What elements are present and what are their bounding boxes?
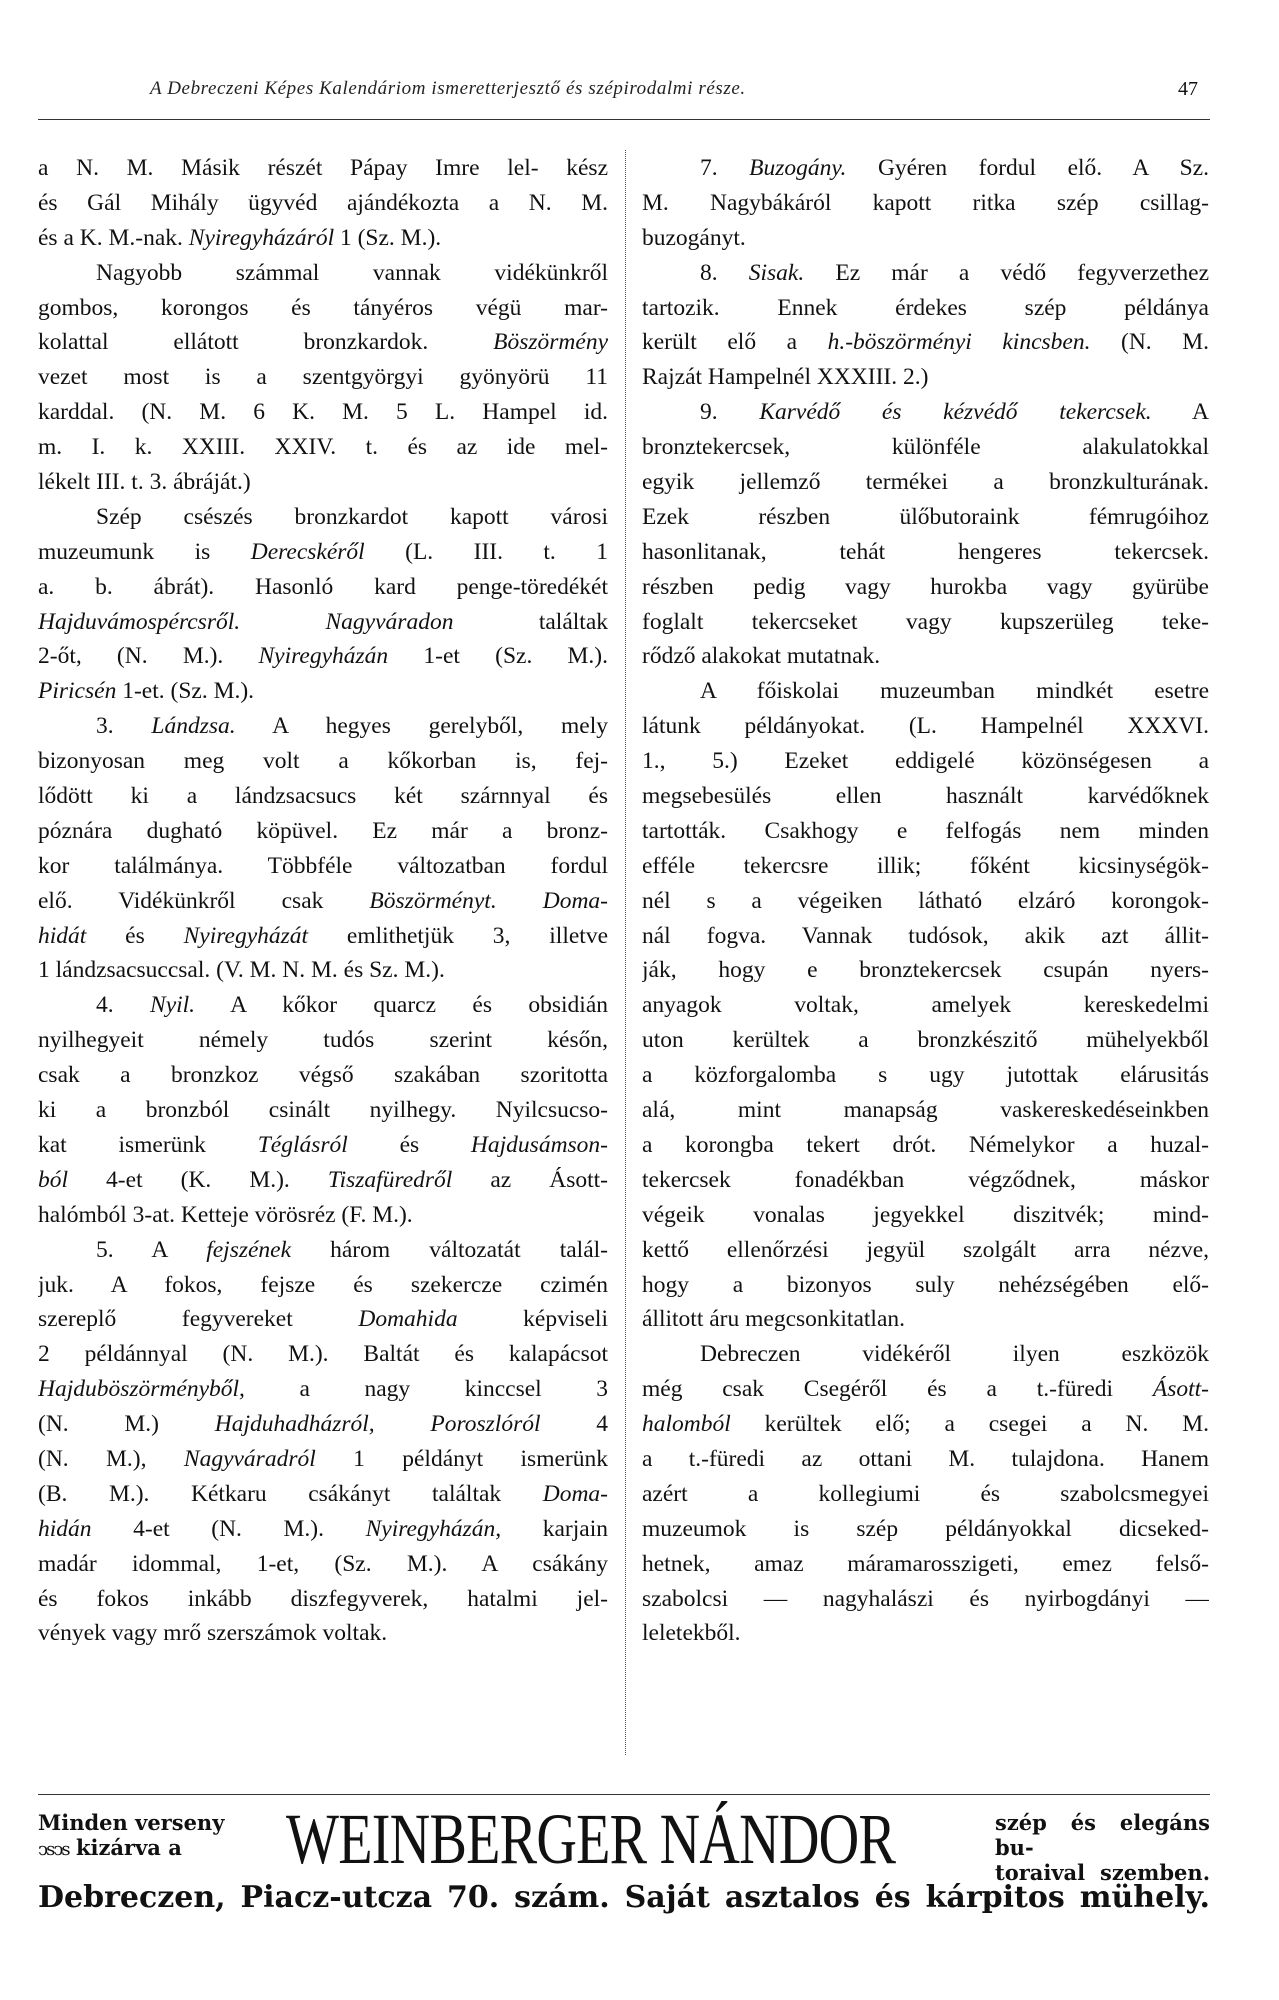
text-line: kolattal ellátott bronzkardok. Böszörmény xyxy=(38,329,608,356)
text-line: m. I. k. XXIII. XXIV. t. és az ide mel- xyxy=(38,434,608,461)
text-line: anyagok voltak, amelyek kereskedelmi xyxy=(642,992,1209,1019)
text-line: nél s a végeiken látható elzáró korongok- xyxy=(642,887,1209,914)
header-title: A Debreczeni Képes Kalendáriom ismeretterjesztő és szépirodalmi része. xyxy=(150,78,746,99)
text-line: lődött ki a lándzsacsucs két szárnnyal és xyxy=(38,783,608,810)
text-line: nál fogva. Vannak tudósok, akik azt állit- xyxy=(642,922,1209,949)
text-line: Ezek részben ülőbutoraink fémrugóihoz xyxy=(642,503,1209,530)
text-line: kat ismerünk Téglásról és Hajdusámson- xyxy=(38,1131,608,1158)
text-line: halomból kerültek elő; a csegei a N. M. xyxy=(642,1411,1209,1438)
text-line: bronztekercsek, különféle alakulatokkal xyxy=(642,434,1209,461)
text-line: 9. Karvédő és kézvédő tekercsek. A xyxy=(700,399,1209,426)
text-line: M. Nagybákáról kapott ritka szép csillag- xyxy=(642,189,1209,216)
text-line: tartozik. Ennek érdekes szép példánya xyxy=(642,294,1209,321)
text-line: (N. M.) Hajduhadházról, Poroszlóról 4 xyxy=(38,1411,608,1438)
ad-right-line-1: szép és elegáns bu- xyxy=(995,1810,1210,1860)
text-line: tekercsek fonadékban végződnek, máskor xyxy=(642,1166,1209,1193)
text-line: szereplő fegyvereket Domahida képviseli xyxy=(38,1306,608,1333)
ad-left-text xyxy=(38,1810,224,1862)
text-line: ki a bronzból csinált nyilhegy. Nyilcsucso- xyxy=(38,1097,608,1124)
text-line: 1 lándzsacsuccsal. (V. M. N. M. és Sz. M.). xyxy=(38,957,445,984)
text-line: madár idommal, 1-et, (Sz. M.). A csákány xyxy=(38,1550,608,1577)
text-line: juk. A fokos, fejsze és szekercze czimén xyxy=(38,1271,608,1298)
text-line: tartották. Csakhogy e felfogás nem minden xyxy=(642,817,1209,844)
text-line: megsebesülés ellen használt karvédőknek xyxy=(642,783,1209,810)
text-line: buzogányt. xyxy=(642,224,746,251)
advertisement-rule xyxy=(38,1794,1210,1795)
text-line: gombos, korongos és tányéros végü mar- xyxy=(38,294,608,321)
text-line: rődző alakokat mutatnak. xyxy=(642,643,881,670)
text-line: a közforgalomba s ugy jutottak elárusitás xyxy=(642,1062,1209,1089)
text-line: ják, hogy e bronztekercsek csupán nyers- xyxy=(642,957,1209,984)
text-line: Nagyobb számmal vannak vidékünkről xyxy=(96,259,608,286)
text-line: Rajzát Hampelnél XXXIII. 2.) xyxy=(642,364,929,391)
text-line: 5. A fejszének három változatát talál- xyxy=(96,1236,608,1263)
text-line: foglalt tekercseket vagy kupszerüleg teke- xyxy=(642,608,1209,635)
text-line: részben pedig vagy hurokba vagy gyürübe xyxy=(642,573,1209,600)
text-line: és fokos inkább diszfegyverek, hatalmi jel- xyxy=(38,1585,608,1612)
text-line: egyik jellemző termékei a bronzkulturának. xyxy=(642,469,1209,496)
text-line: 2 példánnyal (N. M.). Baltát és kalapácsot xyxy=(38,1341,608,1368)
ad-left-line-2-text: kizárva a xyxy=(75,1835,182,1860)
column-divider xyxy=(625,150,626,1755)
text-line: leletekből. xyxy=(642,1620,741,1647)
text-line: Hajduböszörményből, a nagy kinccsel 3 xyxy=(38,1376,608,1403)
text-line: végeik vonalas jegyekkel diszitvék; mind- xyxy=(642,1201,1209,1228)
text-line: karddal. (N. M. 6 K. M. 5 L. Hampel id. xyxy=(38,399,608,426)
header-rule xyxy=(38,119,1210,120)
text-line: Hajduvámospércsről. Nagyváradon találtak xyxy=(38,608,608,635)
text-line: (N. M.), Nagyváradról 1 példányt ismerünk xyxy=(38,1445,608,1472)
page-number: 47 xyxy=(1178,78,1198,100)
text-line: Piricsén 1-et. (Sz. M.). xyxy=(38,678,255,705)
text-line: és a K. M.-nak. Nyiregyházáról 1 (Sz. M.). xyxy=(38,224,442,251)
text-line: a. b. ábrát). Hasonló kard penge-töredékét xyxy=(38,573,608,600)
text-line: bizonyosan meg volt a kőkorban is, fej- xyxy=(38,748,608,775)
text-line: 8. Sisak. Ez már a védő fegyverzethez xyxy=(700,259,1209,286)
text-line: hetnek, amaz máramarosszigeti, emez felső- xyxy=(642,1550,1209,1577)
ornament-icon: ↄsↄs xyxy=(38,1839,69,1860)
text-line: vények vagy mrő szerszámok voltak. xyxy=(38,1620,388,1647)
text-line: még csak Csegéről és a t.-füredi Ásott- xyxy=(642,1376,1209,1403)
right-column xyxy=(642,151,1209,1651)
ad-business-name: WEINBERGER NÁNDOR xyxy=(286,1799,896,1879)
text-line: és Gál Mihály ügyvéd ajándékozta a N. M. xyxy=(38,189,608,216)
ad-left-line-2 xyxy=(38,1835,224,1862)
text-line: (B. M.). Kétkaru csákányt találtak Doma- xyxy=(38,1480,608,1507)
text-line: a korongba tekert drót. Némelykor a huzal- xyxy=(642,1131,1209,1158)
text-line: került elő a h.-böszörményi kincsben. (N. M. xyxy=(642,329,1209,356)
text-line: uton kerültek a bronzkészitő mühelyekből xyxy=(642,1027,1209,1054)
text-line: póznára dugható köpüvel. Ez már a bronz- xyxy=(38,817,608,844)
text-line: a N. M. Másik részét Pápay Imre lel- kész xyxy=(38,155,608,181)
text-line: 3. Lándzsa. A hegyes gerelyből, mely xyxy=(96,713,608,740)
text-line: hidán 4-et (N. M.). Nyiregyházán, karjain xyxy=(38,1515,608,1542)
text-line: vezet most is a szentgyörgyi gyönyörü 11 xyxy=(38,364,608,391)
text-line: 4. Nyil. A kőkor quarcz és obsidián xyxy=(96,992,608,1019)
text-line: alá, mint manapság vaskereskedéseinkben xyxy=(642,1097,1209,1124)
text-line: azért a kollegiumi és szabolcsmegyei xyxy=(642,1480,1209,1507)
text-line: Szép csészés bronzkardot kapott városi xyxy=(96,503,608,530)
text-line: lékelt III. t. 3. ábráját.) xyxy=(38,469,251,496)
text-line: 2-őt, (N. M.). Nyiregyházán 1-et (Sz. M.). xyxy=(38,643,608,670)
text-line: állitott áru megcsonkitatlan. xyxy=(642,1306,905,1333)
text-line: kettő ellenőrzési jegyül szolgált arra nézve, xyxy=(642,1236,1209,1263)
running-header xyxy=(150,78,1210,108)
ad-right-line-2: toraival szemben. xyxy=(995,1860,1210,1885)
text-line: látunk példányokat. (L. Hampelnél XXXVI. xyxy=(642,713,1209,740)
text-line: muzeumunk is Derecskéről (L. III. t. 1 xyxy=(38,538,608,565)
text-line: hidát és Nyiregyházát emlithetjük 3, illetve xyxy=(38,922,608,949)
ad-address: Debreczen, Piacz-utcza 70. szám. Saját asztalos és kárpitos mühely. xyxy=(38,1880,1210,1915)
text-line: a t.-füredi az ottani M. tulajdona. Hanem xyxy=(642,1445,1209,1472)
text-line: kor találmánya. Többféle változatban fordul xyxy=(38,852,608,879)
text-line: ból 4-et (K. M.). Tiszafüredről az Ásott- xyxy=(38,1166,608,1193)
text-line: elő. Vidékünkről csak Böszörményt. Doma- xyxy=(38,887,608,914)
advertisement xyxy=(38,1799,1210,1924)
text-line: hogy a bizonyos suly nehézségében elő- xyxy=(642,1271,1209,1298)
text-line: szabolcsi — nagyhalászi és nyirbogdányi — xyxy=(642,1585,1209,1612)
text-line: Debreczen vidékéről ilyen eszközök xyxy=(700,1341,1209,1368)
text-line: csak a bronzkoz végső szakában szoritotta xyxy=(38,1062,608,1089)
text-line: hasonlitanak, tehát hengeres tekercsek. xyxy=(642,538,1209,565)
text-line: efféle tekercsre illik; főként kicsinységök- xyxy=(642,852,1209,879)
text-line: muzeumok is szép példányokkal dicseked- xyxy=(642,1515,1209,1542)
left-column xyxy=(38,151,608,1651)
text-line: A főiskolai muzeumban mindkét esetre xyxy=(700,678,1209,705)
text-line: 7. Buzogány. Gyéren fordul elő. A Sz. xyxy=(700,155,1209,181)
ad-left-line-1: Minden verseny xyxy=(38,1810,225,1835)
text-line: halómból 3-at. Ketteje vörösréz (F. M.). xyxy=(38,1201,413,1228)
ad-right-text xyxy=(995,1810,1210,1885)
text-line: nyilhegyeit némely tudós szerint későn, xyxy=(38,1027,608,1054)
text-line: 1., 5.) Ezeket eddigelé közönségesen a xyxy=(642,748,1209,775)
